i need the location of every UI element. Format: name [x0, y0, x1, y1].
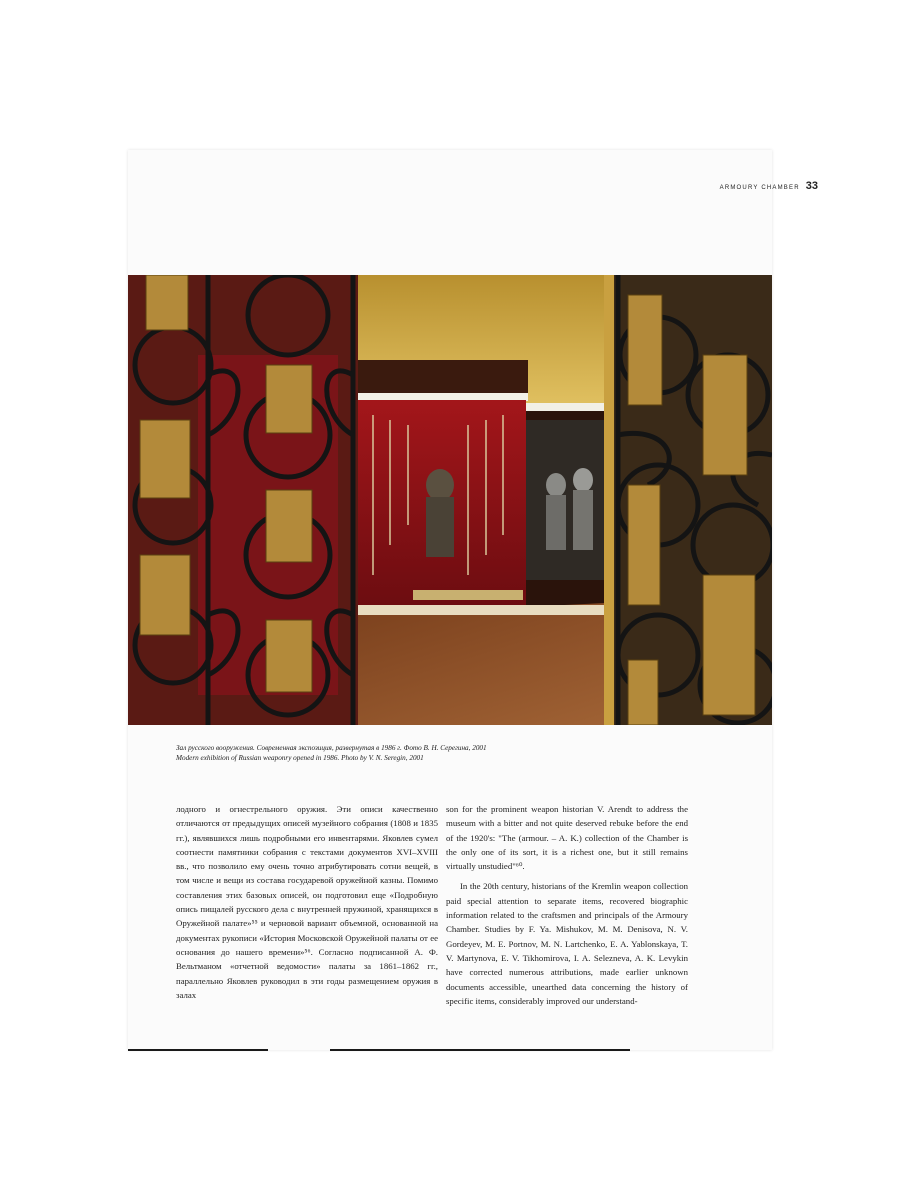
coat-of-arms-plaque-11 — [628, 660, 658, 725]
section-title: ARMOURY CHAMBER — [719, 185, 800, 191]
coat-of-arms-plaque-3 — [140, 555, 190, 635]
paragraph: In the 20th century, historians of the Kremlin weapon collection paid special attention to separate items, recovered biographic information related to the craftsmen and principals of the Armoury Chamber. Studies by F. Ya. Mishukov, M. M. Denisova, N. V. Gordeyev, M. E. Portnov, M. N. Lartchenko, E. A. Yablonskaya, T. V. Martynova, E. V. Tikhomirova, I. A. Selezneva, A. K. Levykin have corrected numerous attributions, made earlier unknown documents accessible, unearthed data concerning the history of specific items, considerably improved our understand- — [446, 881, 688, 1006]
page-number: 33 — [805, 180, 818, 192]
brass-pole — [604, 275, 614, 725]
coat-of-arms-plaque-5 — [266, 490, 312, 562]
caption-russian: Зал русского вооружения. Современная экспозиция, развернутая в 1986 г. Фото В. Н. Серегина, 2001 — [176, 744, 487, 752]
coat-of-arms-plaque-10 — [703, 575, 755, 715]
caption-english: Modern exhibition of Russian weaponry opened in 1986. Photo by V. N. Seregin, 2001 — [176, 754, 424, 762]
coat-of-arms-plaque-4 — [266, 365, 312, 433]
coat-of-arms-plaque-2 — [140, 420, 190, 498]
photo-caption — [176, 743, 596, 763]
paragraph: son for the prominent weapon historian V. Arendt to address the museum with a bitter and not quite deserved rebuke before the end of the 1920's: "The (armour. – A. K.) collection of the Chamber is the only one of its sort, it is a richest one, but it still remains virtually unstudied"⁶⁰. — [446, 804, 688, 872]
museum-hall-photo — [128, 275, 772, 725]
coat-of-arms-plaque-1 — [146, 275, 188, 330]
running-head — [720, 180, 818, 192]
text-column-russian — [176, 802, 438, 1002]
paragraph: лодного и огнестрельного оружия. Эти описи качественно отличаются от предыдущих описей музейного собрания (1808 и 1835 гг.), являвшихся лишь подробными его инвентарями. Яковлев сумел соотнести памятники собрания с текстами документов XVI–XVIII вв., что позволило ему очень точно атрибутировать сотни вещей, в том числе и вещи из состава государевой оружейной казны. Помимо составления этих базовых описей, он подготовил еще «Подробную опись пищалей русского дела с внутренней пружиной, хранящихся в Оружейной палате»⁵⁵ и черновой вариант объемной, основанной на документах рукописи «История Московской Оружейной палаты от ее основания до нашего времени»⁵⁶. Согласно подписанной А. Ф. Вельтманом «отчетной ведомости» палаты за 1861–1862 гг., параллельно Яковлев руководил в эти годы размещением оружия в залах — [176, 804, 438, 1000]
text-column-english — [446, 802, 688, 1008]
bottom-rule — [330, 1049, 630, 1051]
coat-of-arms-plaque-8 — [703, 355, 747, 475]
bottom-rule — [128, 1049, 268, 1051]
coat-of-arms-plaque-9 — [628, 485, 660, 605]
coat-of-arms-plaque-7 — [628, 295, 662, 405]
coat-of-arms-plaque-6 — [266, 620, 312, 692]
